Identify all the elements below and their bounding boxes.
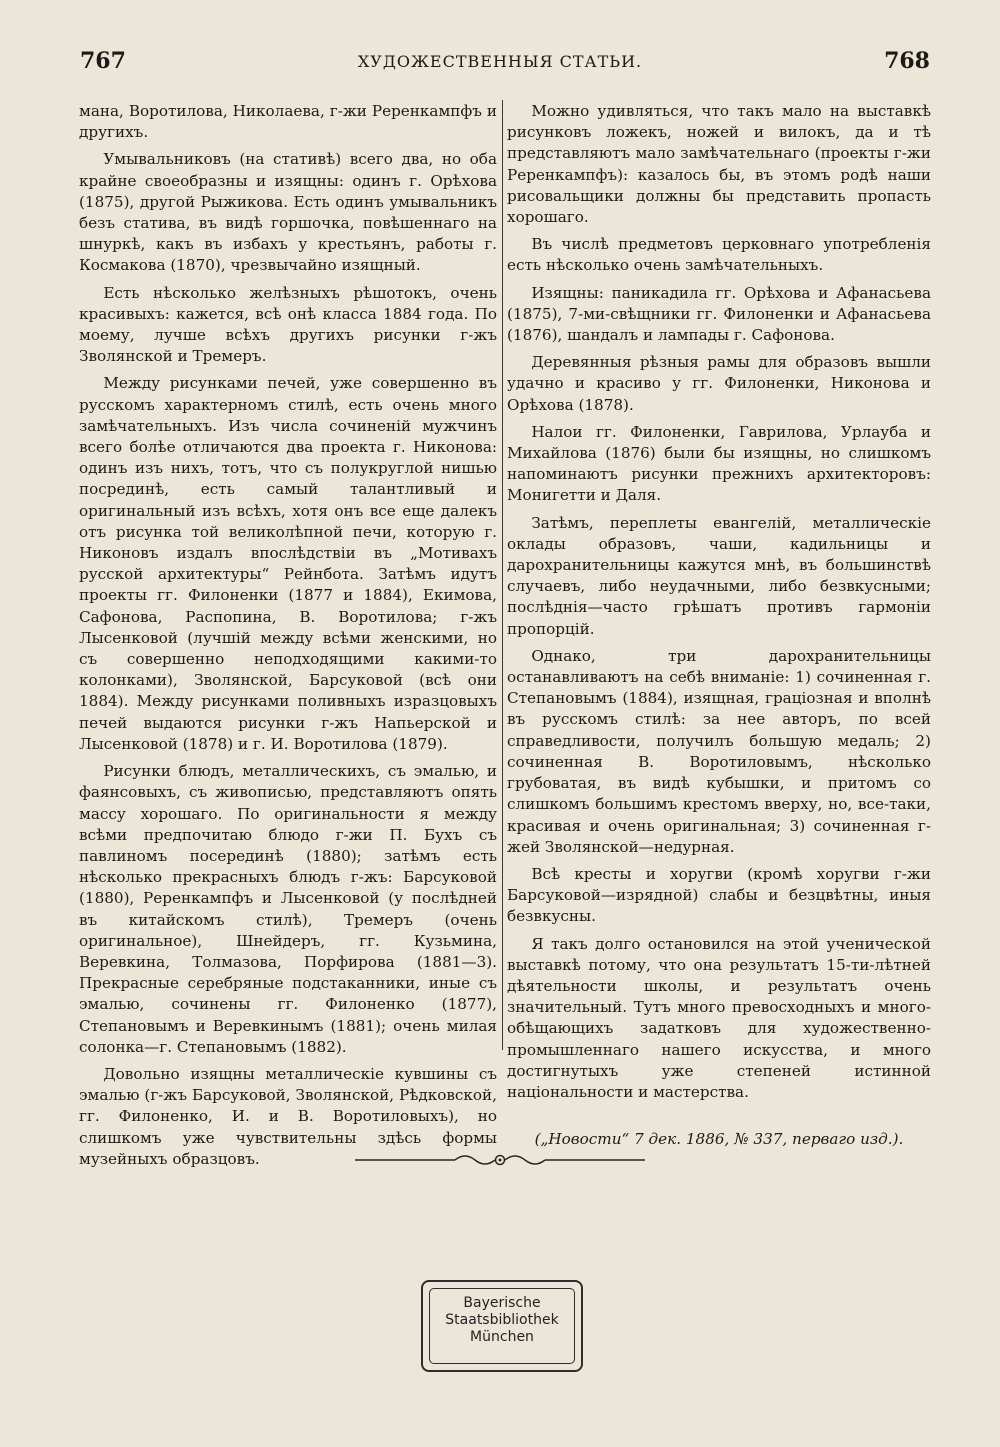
paragraph: Рисунки блюдъ, металлическихъ, съ эмалью, и фаянсовыхъ, съ живописью, представляютъ опять массу хорошаго. По оригинальности я между всѣми предпочитаю блюдо г-жи П. Бухъ съ павлиномъ посерединѣ (1880); затѣмъ есть нѣсколько прекрасныхъ блюдъ г-жъ: Барсуковой (1880), Реренкампфъ и Лысенковой (у послѣдней въ китайскомъ стилѣ), Тремеръ (очень оригинальное), Шнейдеръ, гг. Кузьмина, Веревкина, Толмазова, Порфирова (1881—3). Прекрасные серебряные подстаканники, иные съ эмалью, сочинены гг. Филоненко (1877), Степановымъ и Веревкинымъ (1881); очень милая солонка—г. Степановымъ (1882).: [79, 762, 497, 1056]
library-stamp: [421, 1280, 583, 1372]
paragraph: Затѣмъ, переплеты евангелій, металлическіе оклады образовъ, чаши, кадильницы и дарохранительницы кажутся мнѣ, въ большинствѣ случаевъ, либо неудачными, либо безвкусными; послѣднія—часто грѣшатъ противъ гармоніи пропорцій.: [507, 513, 931, 638]
page-number-left: 767: [80, 48, 126, 74]
decorative-rule: [355, 1150, 645, 1170]
paragraph: Умывальниковъ (на стативѣ) всего два, но оба крайне своеобразны и изящны: одинъ г. Орѣхова (1875), другой Рыжикова. Есть одинъ умывальникъ безъ статива, въ видѣ горшочка, повѣшеннаго на шнуркѣ, какъ въ избахъ у крестьянъ, работы г. Космакова (1870), чрезвычайно изящный.: [79, 150, 497, 275]
right-column: [507, 101, 931, 1156]
paragraph: Всѣ кресты и хоругви (кромѣ хоругви г-жи Барсуковой—изрядной) слабы и безцвѣтны, иныя безвкусны.: [507, 864, 931, 926]
paragraph: Довольно изящны металлическіе кувшины съ эмалью (г-жъ Барсуковой, Зволянской, Рѣдковской, гг. Филоненко, И. и В. Воротиловыхъ), но слишкомъ уже чувствительны здѣсь формы музейныхъ образцовъ.: [79, 1064, 497, 1168]
paragraph: Налои гг. Филоненки, Гаврилова, Урлауба и Михайлова (1876) были бы изящны, но слишкомъ напоминаютъ рисунки прежнихъ архитекторовъ: Монигетти и Даля.: [507, 422, 931, 505]
paragraph: Есть нѣсколько желѣзныхъ рѣшотокъ, очень красивыхъ: кажется, всѣ онѣ класса 1884 года. По моему, лучше всѣхъ другихъ рисунки г-жъ Зволянской и Тремеръ.: [79, 283, 497, 366]
paragraph: мана, Воротилова, Николаева, г-жи Реренкампфъ и другихъ.: [79, 102, 497, 142]
paragraph: Между рисунками печей, уже совершенно въ русскомъ характерномъ стилѣ, есть очень много замѣчательныхъ. Изъ числа сочиненій мужчинъ всего болѣе отличаются два проекта г. Никонова: одинъ изъ нихъ, тотъ, что съ полукруглой нишью посрединѣ, есть самый талантливый и оригинальный изъ всѣхъ, хотя онъ все еще далекъ отъ рисунка той великолѣпной печи, которую г. Никоновъ издалъ впослѣдствіи въ „Мотивахъ русской архитектуры“ Рейнбота. Затѣмъ идутъ проекты гг. Филоненки (1877 и 1884), Екимова, Сафонова, Распопина, В. Воротилова; г-жъ Лысенковой (лучшій между всѣми женскими, но съ совершенно неподходящими какими-то колонками), Зволянской, Барсуковой (всѣ они 1884). Между рисунками поливныхъ изразцовыхъ печей выдаются рисунки г-жъ Напьерской и Лысенковой (1878) и г. И. Воротилова (1879).: [79, 374, 497, 753]
left-column: [79, 101, 497, 1176]
column-divider: [502, 100, 503, 1050]
paragraph: Изящны: паникадила гг. Орѣхова и Афанасьева (1875), 7-ми-свѣщники гг. Филоненки и Афанасьева (1876), шандалъ и лампады г. Сафонова.: [507, 283, 931, 345]
running-title: ХУДОЖЕСТВЕННЫЯ СТАТЬИ.: [357, 52, 643, 71]
paragraph: Въ числѣ предметовъ церковнаго употребленія есть нѣсколько очень замѣчательныхъ.: [507, 235, 931, 275]
stamp-line: Bayerische: [463, 1295, 541, 1311]
source-citation: („Новости“ 7 дек. 1886, № 337, перваго изд.).: [534, 1130, 904, 1149]
page-header: [70, 40, 930, 80]
paragraph: Я такъ долго остановился на этой ученической выставкѣ потому, что она результатъ 15-ти-лѣтней дѣятельности школы, и результатъ очень значительный. Тутъ много превосходныхъ и много-обѣщающихъ задатковъ для художественно-промышленнаго нашего искусства, и много достигнутыхъ уже степеней истинной національности и мастерства.: [507, 934, 931, 1101]
paragraph: Можно удивляться, что такъ мало на выставкѣ рисунковъ ложекъ, ножей и вилокъ, да и тѣ представляютъ мало замѣчательнаго (проекты г-жи Реренкампфъ): казалось бы, въ этомъ родѣ наши рисовальщики должны бы представить пропасть хорошаго.: [507, 102, 931, 227]
stamp-line: Staatsbibliothek: [445, 1312, 559, 1328]
paragraph: Однако, три дарохранительницы останавливаютъ на себѣ вниманіе: 1) сочиненная г. Степановымъ (1884), изящная, граціозная и вполнѣ въ русскомъ стилѣ: за нее авторъ, по всей справедливости, получилъ большую медаль; 2) сочиненная В. Воротиловымъ, нѣсколько грубоватая, въ видѣ кубышки, и притомъ со слишкомъ большимъ крестомъ вверху, но, все-таки, красивая и очень оригинальная; 3) сочиненная г-жей Зволянской—недурная.: [507, 646, 931, 856]
page-number-right: 768: [884, 48, 930, 74]
stamp-line: München: [470, 1329, 534, 1345]
paragraph: Деревянныя рѣзныя рамы для образовъ вышли удачно и красиво у гг. Филоненки, Никонова и Орѣхова (1878).: [507, 353, 931, 414]
